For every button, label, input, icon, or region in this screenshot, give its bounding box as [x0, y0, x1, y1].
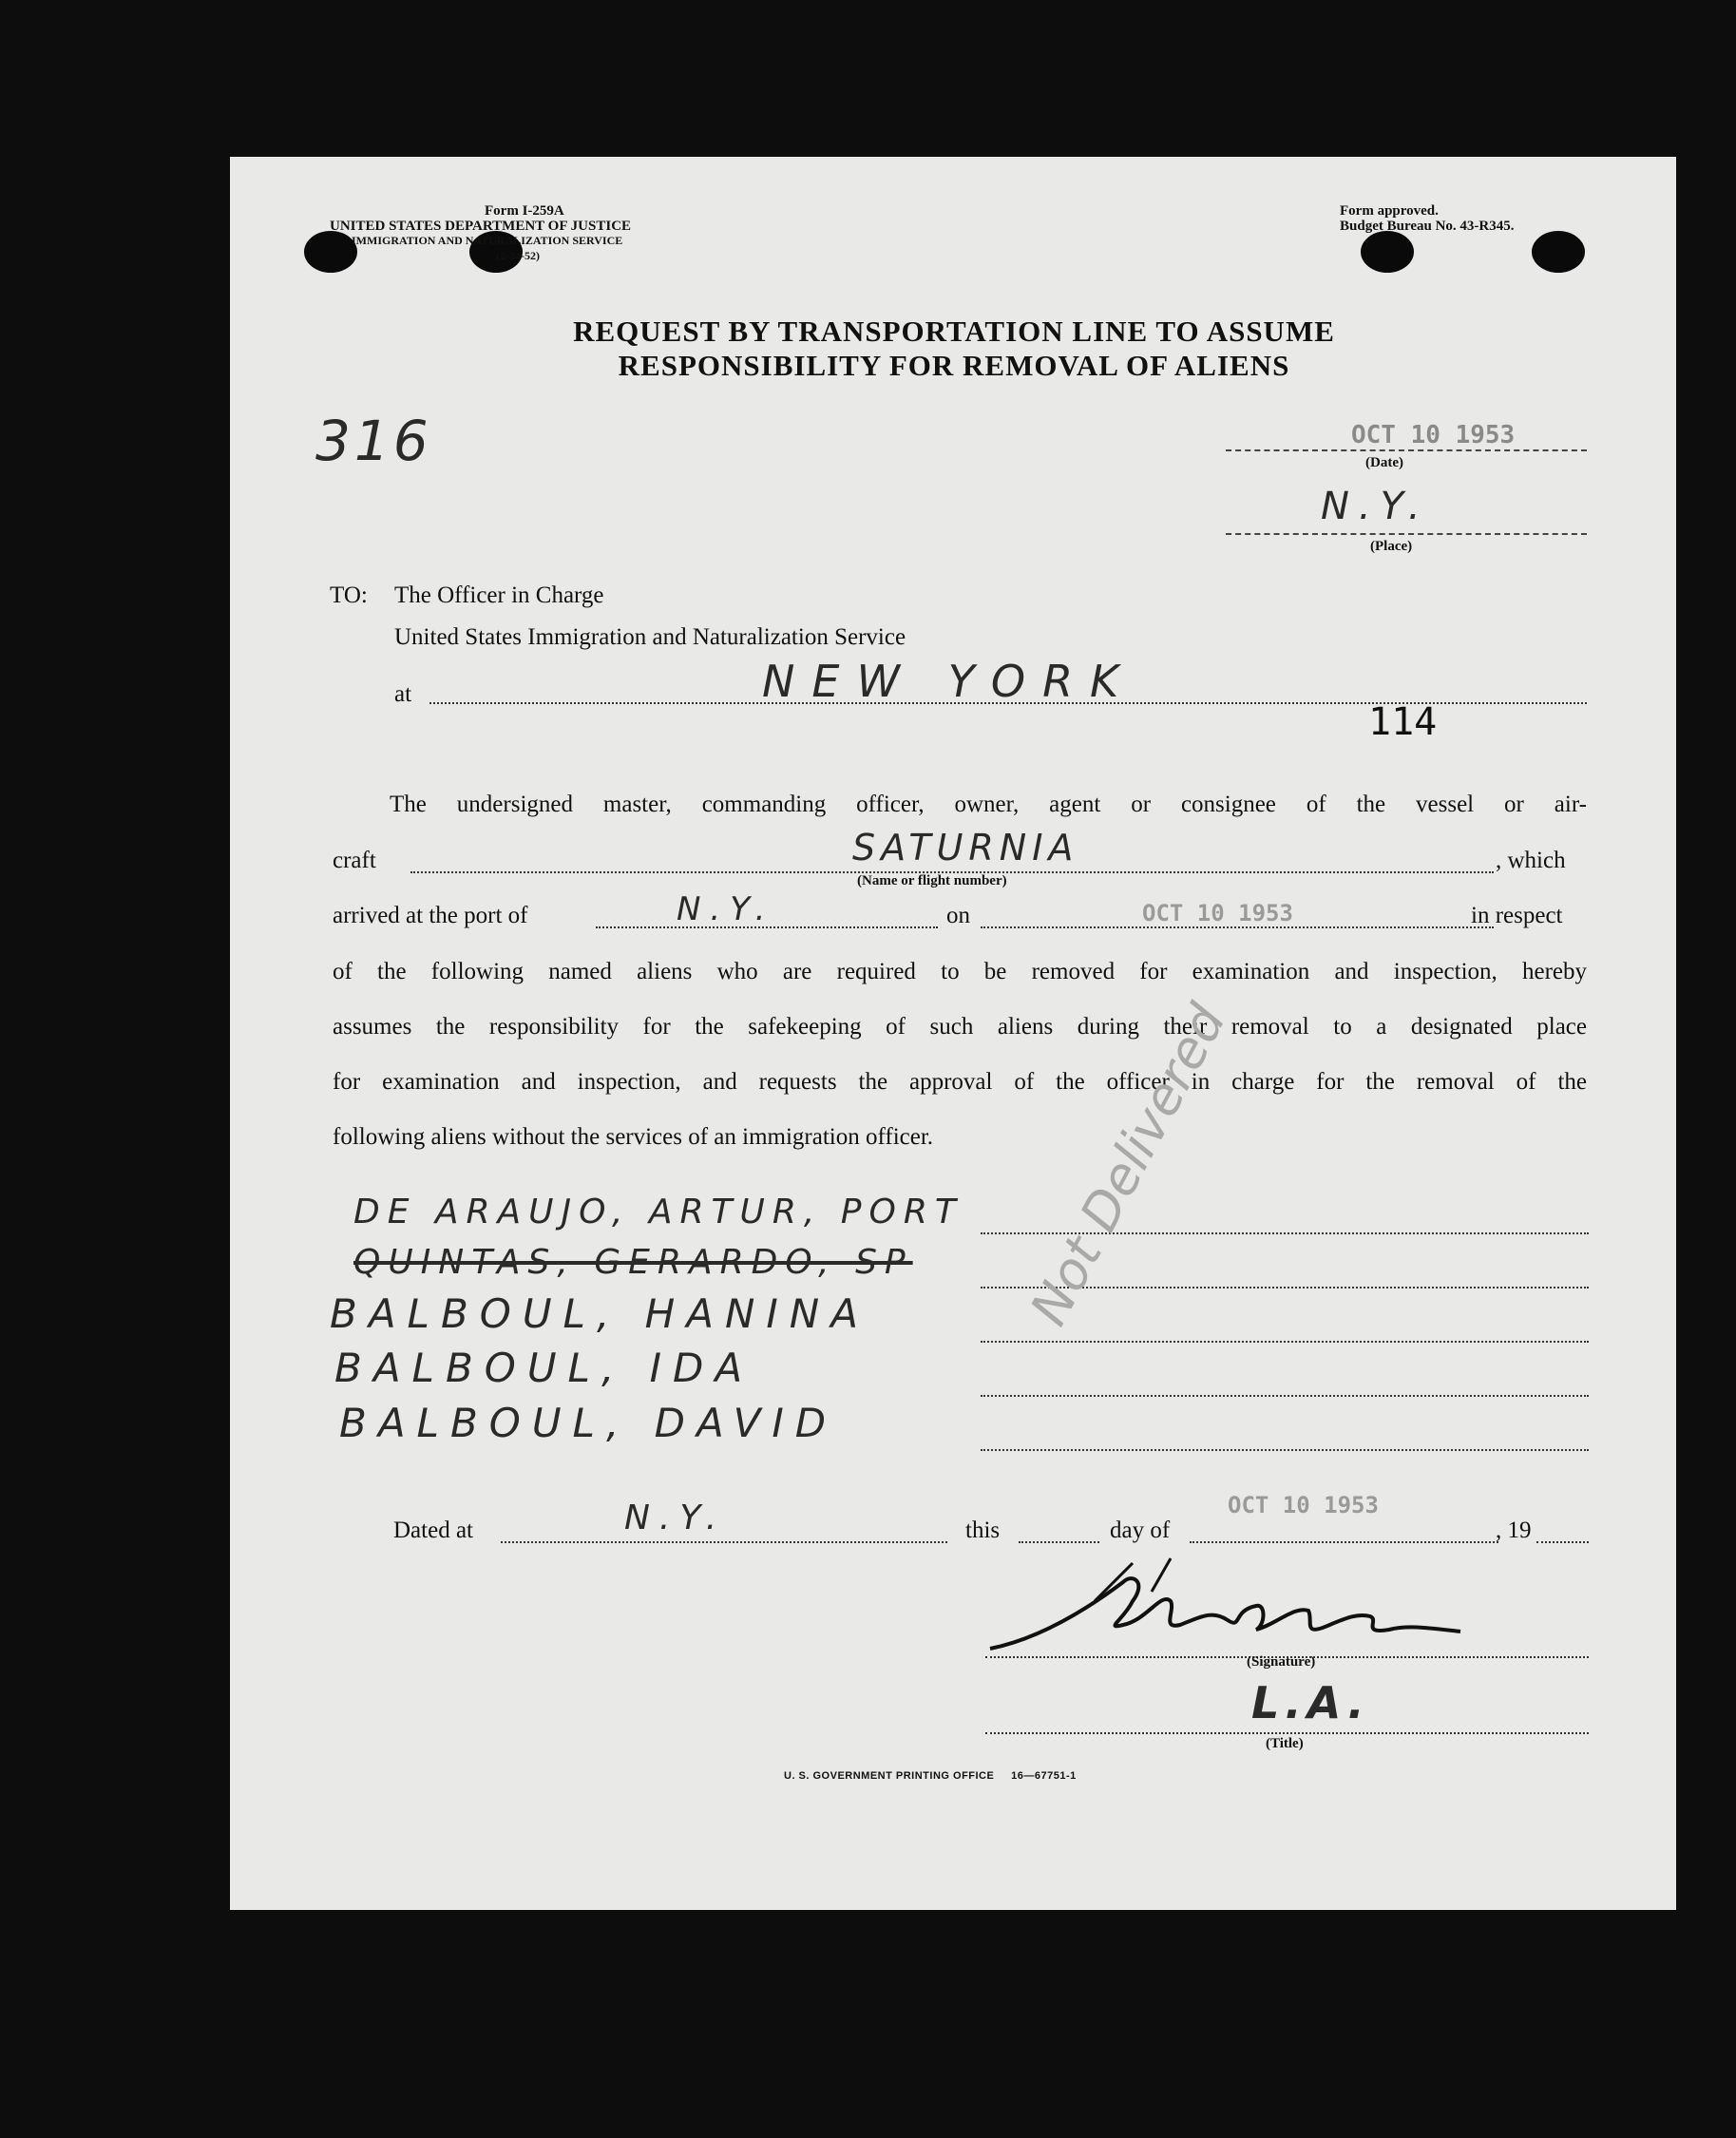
which-label: , which: [1496, 848, 1566, 873]
place-caption: (Place): [1370, 539, 1413, 554]
agency-line1: UNITED STATES DEPARTMENT OF JUSTICE: [330, 219, 632, 234]
number-114: 114: [1368, 700, 1438, 744]
dated-line: [501, 1541, 947, 1543]
title-caption: (Title): [1266, 1736, 1304, 1751]
date-line: [1226, 449, 1587, 451]
punch-hole: [1361, 231, 1414, 273]
para-line6: following aliens without the services of an immigration officer.: [333, 1124, 934, 1150]
form-title-line2: RESPONSIBILITY FOR REMOVAL OF ALIENS: [618, 349, 1290, 382]
port-value: N.Y.: [677, 890, 775, 928]
form-edition: (2-24-52): [496, 249, 540, 262]
para-line5: for examination and inspection, and requests the approval of the officer in charge for the removal of the: [333, 1069, 1587, 1095]
alien-name-2: QUINTAS, GERARDO, SP: [353, 1243, 913, 1282]
to-line2: United States Immigration and Naturalization Service: [394, 624, 906, 650]
arrived-label: arrived at the port of: [333, 903, 528, 928]
form-number: Form I-259A: [485, 203, 564, 219]
craft-caption: (Name or flight number): [857, 873, 1007, 888]
on-stamp: OCT 10 1953: [1142, 900, 1293, 926]
form-page: [230, 157, 1676, 1910]
alien-line-5: [981, 1449, 1589, 1451]
day-line: [1190, 1541, 1498, 1543]
year-label: , 19: [1496, 1518, 1532, 1543]
alien-line-4: [981, 1395, 1589, 1397]
alien-name-1: DE ARAUJO, ARTUR, PORT: [353, 1193, 963, 1231]
alien-name-3: BALBOUL, HANINA: [330, 1290, 869, 1337]
para-line1: The undersigned master, commanding officer, owner, agent or consignee of the vessel or air-: [390, 792, 1587, 817]
handwritten-number: 316: [315, 409, 432, 473]
year-line: [1536, 1541, 1589, 1543]
signature-caption: (Signature): [1247, 1654, 1316, 1670]
form-approved: Form approved.: [1340, 203, 1439, 219]
to-label: TO:: [330, 582, 368, 608]
title-value: L.A.: [1251, 1677, 1370, 1728]
at-value: NEW YORK: [762, 656, 1136, 707]
dated-label: Dated at: [393, 1518, 473, 1543]
place-line: [1226, 533, 1587, 535]
budget-bureau: Budget Bureau No. 43-R345.: [1340, 219, 1515, 234]
on-label: on: [946, 903, 970, 928]
para-line4: assumes the responsibility for the safekeeping of such aliens during their removal to a designated place: [333, 1014, 1587, 1040]
side-note: Not Delivered: [1019, 995, 1238, 1335]
alien-name-5: BALBOUL, DAVID: [339, 1400, 838, 1446]
in-respect: in respect: [1471, 903, 1563, 928]
para-line3: of the following named aliens who are required to be removed for examination and inspection, hereby: [333, 959, 1587, 984]
craft-value: SATURNIA: [852, 827, 1079, 869]
signature: [981, 1554, 1475, 1668]
printer-line: U. S. GOVERNMENT PRINTING OFFICE 16—67751-1: [784, 1770, 1077, 1782]
alien-line-3: [981, 1341, 1589, 1343]
this-line: [1019, 1541, 1099, 1543]
this-label: this: [965, 1518, 1001, 1543]
punch-hole: [1532, 231, 1585, 273]
dated-stamp: OCT 10 1953: [1228, 1492, 1379, 1518]
alien-name-4: BALBOUL, IDA: [334, 1345, 754, 1391]
craft-label: craft: [333, 848, 376, 873]
day-of-label: day of: [1110, 1518, 1171, 1543]
form-title-line1: REQUEST BY TRANSPORTATION LINE TO ASSUME: [573, 315, 1335, 348]
dated-value: N.Y.: [624, 1499, 727, 1537]
date-caption: (Date): [1365, 455, 1403, 470]
title-line: [985, 1732, 1589, 1734]
punch-hole: [304, 231, 357, 273]
place-value: N.Y.: [1321, 485, 1430, 528]
agency-line2: IMMIGRATION AND NATURALIZATION SERVICE: [352, 234, 623, 247]
at-label: at: [394, 681, 412, 707]
date-stamp: OCT 10 1953: [1351, 421, 1516, 449]
to-line1: The Officer in Charge: [394, 582, 604, 608]
on-line: [981, 926, 1494, 928]
